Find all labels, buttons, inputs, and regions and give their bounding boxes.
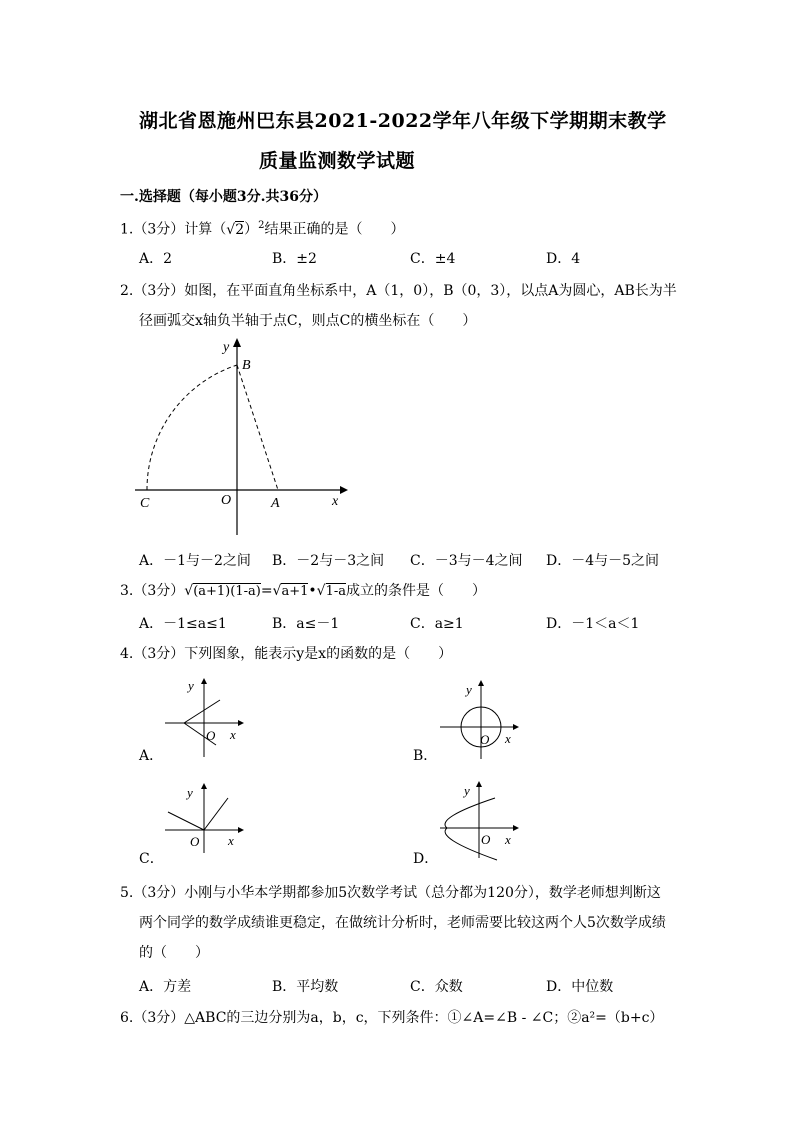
q2-option-c: C．－3与－4之间 [410, 553, 523, 569]
q2-label-b: B [242, 358, 251, 373]
q1-radicand: 2 [235, 221, 245, 238]
axis-label-o: O [481, 832, 491, 847]
q3-prefix: 3.（3分） [120, 583, 185, 599]
q1-sqrt [226, 220, 244, 240]
question-6-line1: 6.（3分）△ABC的三边分别为a，b，c，下列条件：①∠A=∠B - ∠C；②a²=（b+c） [120, 1010, 664, 1026]
axis-label-o: O [206, 728, 216, 743]
curve-branch [168, 812, 204, 830]
sqrt-sign: √ [184, 583, 194, 599]
axis-label-o: O [480, 732, 490, 747]
q3-radicand-1: (a+1)(1-a) [193, 584, 261, 599]
arrow [238, 720, 244, 726]
axis-label-y: y [188, 678, 194, 693]
arrow [513, 724, 519, 730]
page-title-line2: 质量监测数学试题 [259, 150, 416, 172]
arrow [238, 827, 244, 833]
q2-y-arrow [233, 338, 241, 347]
sqrt-sign: √ [316, 583, 326, 599]
q2-label-o: O [221, 493, 232, 508]
axis-label-y: y [187, 785, 193, 800]
q2-figure [125, 335, 355, 545]
arrow [201, 678, 207, 684]
arrow [513, 825, 519, 831]
question-2-line1: 2.（3分）如图，在平面直角坐标系中，A（1，0），B（0，3），以点A为圆心，AB长为半 [120, 283, 677, 299]
axis-label-x: x [228, 833, 234, 848]
question-1 [120, 216, 404, 240]
q2-option-b: B．－2与－3之间 [272, 553, 385, 569]
q2-x-arrow [340, 486, 348, 494]
q1-close: ） [244, 221, 259, 238]
q1-suffix: 结果正确的是（ ） [264, 221, 405, 238]
axis-label-y: y [466, 682, 472, 697]
axis-label-x: x [230, 727, 236, 742]
axis-label-o: O [190, 834, 200, 849]
axis-label-x: x [505, 731, 511, 746]
q4-option-b: B． [413, 748, 438, 764]
curve-branch [184, 700, 220, 723]
q2-option-d: D．－4与－5之间 [546, 553, 660, 569]
q4-graph-d [435, 778, 525, 863]
q2-segment-ab [237, 365, 278, 490]
arrow [478, 680, 484, 686]
question-5-line1: 5.（3分）小刚与小华本学期都参加5次数学考试（总分都为120分），数学老师想判断这 [120, 885, 661, 901]
q3-option-b: B．a≤－1 [272, 616, 340, 632]
sqrt-sign: √ [272, 583, 282, 599]
q3-suffix: 成立的条件是（ ） [346, 583, 486, 599]
q3-dot: • [308, 583, 317, 599]
q5-option-d: D．中位数 [546, 979, 614, 995]
q2-arc [147, 365, 237, 490]
question-2-line2: 径画弧交x轴负半轴于点C，则点C的横坐标在（ ） [139, 313, 477, 329]
q1-option-c: C．±4 [410, 251, 456, 267]
q1-prefix: 1.（3分）计算（ [120, 221, 227, 238]
q3-radicand-2: a+1 [281, 584, 309, 599]
q2-label-a: A [271, 496, 280, 511]
q2-label-x: x [332, 494, 339, 509]
q4-option-d: D． [413, 851, 439, 867]
q5-option-b: B．平均数 [272, 979, 339, 995]
q3-equals: = [260, 583, 273, 599]
q3-option-d: D．－1＜a＜1 [546, 616, 640, 632]
q1-option-a: A．2 [139, 251, 173, 267]
parabola-curve [445, 798, 497, 860]
question-4: 4.（3分）下列图象，能表示y是x的函数的是（ ） [120, 646, 453, 662]
q3-option-a: A．－1≤a≤1 [139, 616, 227, 632]
q4-graph-a [160, 675, 250, 760]
q3-option-c: C．a≥1 [410, 616, 464, 632]
q1-exponent: 2 [258, 220, 265, 231]
arrow [476, 781, 482, 787]
question-5-line3: 的（ ） [139, 945, 209, 961]
q4-graph-c [160, 780, 250, 855]
q2-label-y: y [223, 340, 230, 355]
question-5-line2: 两个同学的数学成绩谁更稳定，在做统计分析时，老师需要比较这两个人5次数学成绩 [139, 915, 666, 931]
q2-option-a: A．－1与－2之间 [139, 553, 251, 569]
axis-label-x: x [505, 832, 511, 847]
page-title: 湖北省恩施州巴东县2021-2022学年八年级下学期期末教学 [139, 110, 667, 132]
q4-option-c: C． [139, 851, 164, 867]
q2-label-c: C [140, 496, 150, 511]
question-3 [120, 581, 486, 602]
curve-branch [204, 798, 228, 830]
q1-option-d: D．4 [546, 251, 581, 267]
arrow [201, 783, 207, 789]
q1-option-b: B．±2 [272, 251, 317, 267]
q5-option-a: A．方差 [139, 979, 192, 995]
q4-option-a: A． [139, 748, 164, 764]
section-heading: 一.选择题（每小题3分.共36分） [120, 189, 327, 205]
q3-radicand-3: 1-a [325, 584, 346, 599]
q5-option-c: C．众数 [410, 979, 463, 995]
axis-label-y: y [464, 783, 470, 798]
q4-graph-b [435, 677, 525, 762]
sqrt-sign: √ [226, 221, 236, 238]
